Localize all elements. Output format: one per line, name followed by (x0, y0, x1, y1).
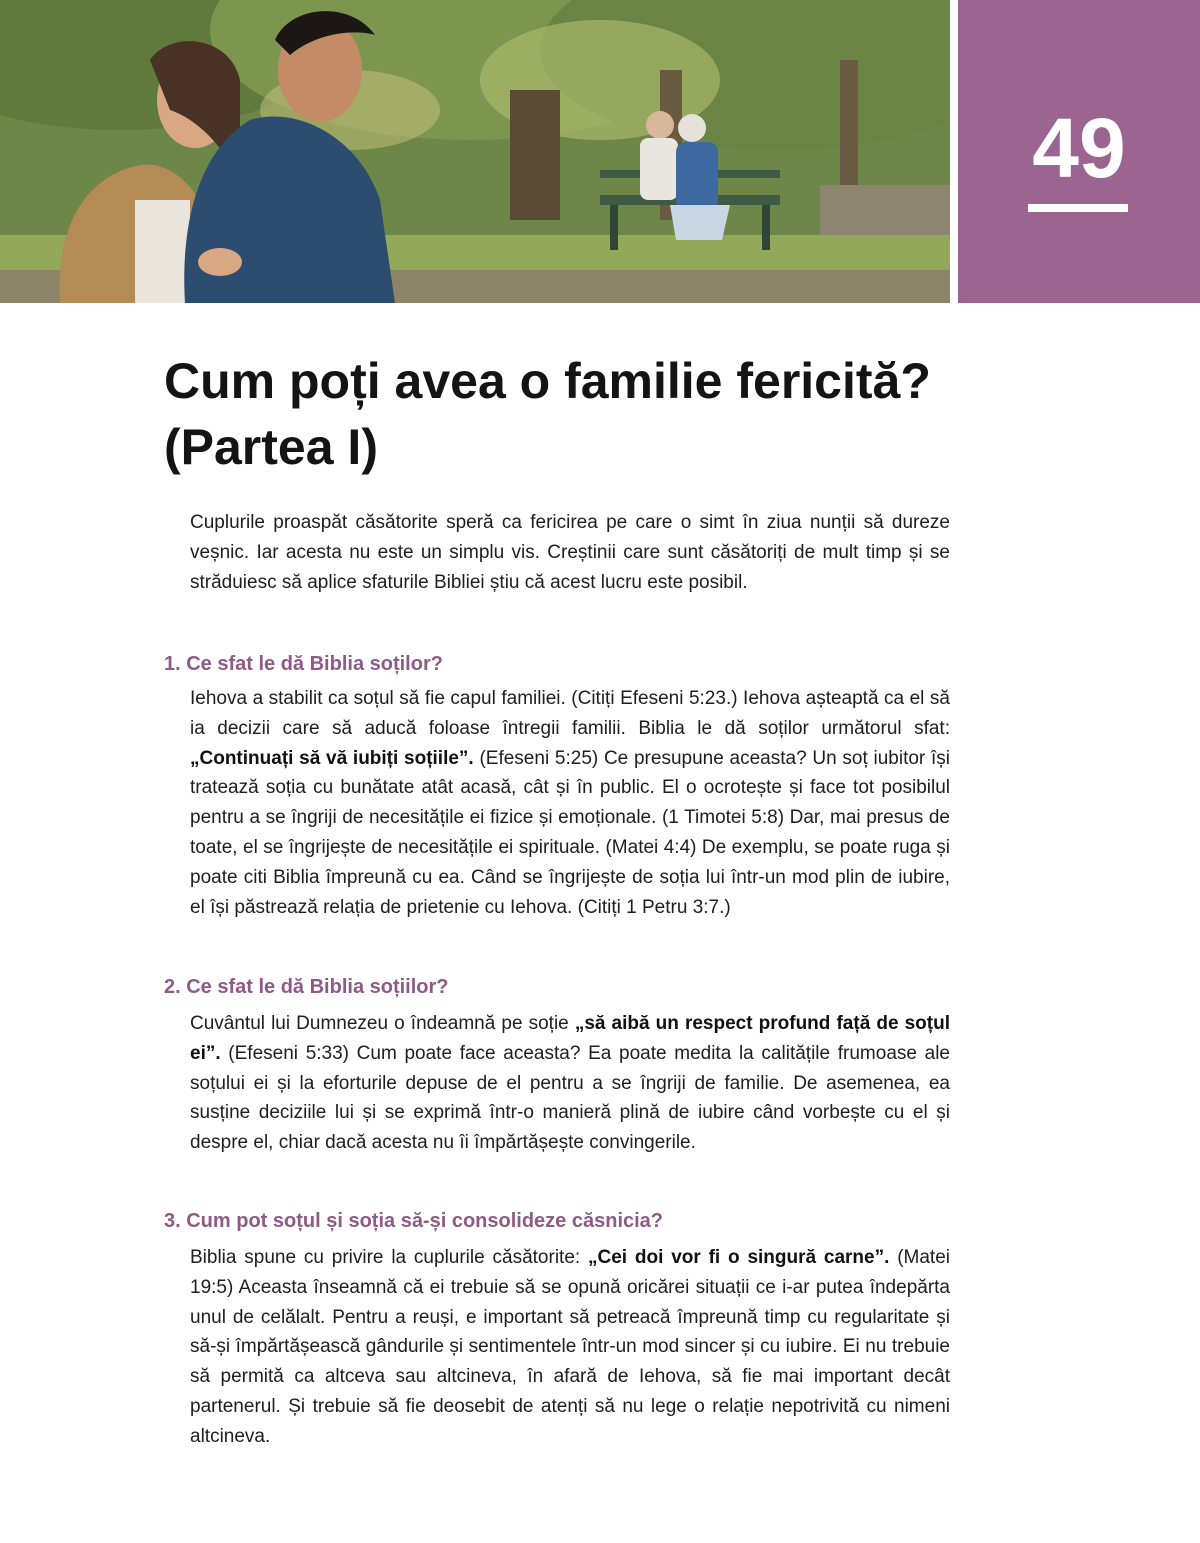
section-3-text-a: Biblia spune cu privire la cuplurile căsătorite: (190, 1247, 588, 1268)
lesson-number: 49 (1032, 101, 1126, 195)
hero-photo (0, 0, 950, 303)
lesson-number-badge (958, 0, 1200, 303)
section-2-quote: „să aibă un respect profund față de soțul ei”. (190, 1013, 950, 1064)
section-3-text-b: (Matei 19:5) Aceasta înseamnă că ei trebuie să se opună oricărei situații ce i-ar putea îndepărta unul de celălalt. Pentru a reuși, e important să petreacă împreună timp cu regularitate și să-și împărtășească gândurile și sentimentele într-un mod sincer și cu iubire. Ei nu trebuie să permită ca altceva sau altcineva, în afară de Iehova, să fie mai important decât partenerul. Și trebuie să fie deosebit de atenți să nu lege o relație nepotrivită cu nimeni altcineva. (190, 1247, 950, 1447)
question-3-heading: 3. Cum pot soțul și soția să-și consolideze căsnicia? (164, 1210, 664, 1232)
section-2-text-b: (Efeseni 5:33) Cum poate face aceasta? Ea poate medita la calitățile frumoase ale soțului ei și la eforturile depuse de el pentru a se îngriji de familie. De asemenea, ea susține deciziile lui și se exprimă într-o manieră plină de iubire când vorbește cu el și despre el, chiar dacă acesta nu îi împărtășește convingerile. (190, 1042, 950, 1154)
lesson-number-underline (1028, 204, 1128, 212)
section-1-quote: „Continuați să vă iubiți soțiile”. (190, 747, 474, 769)
section-1-text-a: Iehova a stabilit ca soțul să fie capul familiei. (Citiți Efeseni 5:23.) Iehova așteaptă ca el să ia decizii care să aducă foloase întregii familii. Biblia le dă soților următorul sfat: (190, 688, 950, 739)
park-scene-illustration (0, 0, 950, 303)
section-2-paragraph (190, 1009, 950, 1158)
intro-paragraph: Cuplurile proaspăt căsătorite speră ca fericirea pe care o simt în ziua nunții să dureze veșnic. Iar acesta nu este un simplu vis. Creștinii care sunt căsătoriți de mult timp și se străduiesc să aplice sfaturile Bibliei știu că acest lucru este posibil. (190, 512, 950, 593)
question-2-heading: 2. Ce sfat le dă Biblia soțiilor? (164, 976, 449, 998)
section-1-paragraph (190, 684, 950, 922)
page-title: Cum poți avea o familie fericită? (Partea I) (164, 353, 931, 475)
section-3-paragraph (190, 1243, 950, 1452)
section-2-text-a: Cuvântul lui Dumnezeu o îndeamnă pe soție (190, 1013, 575, 1034)
section-1-text-b: (Efeseni 5:25) Ce presupune aceasta? Un soț iubitor își tratează soția cu bunătate atât acasă, cât și în public. El o ocrotește și face tot posibilul pentru a se îngriji de necesitățile ei fizice și emoționale. (1 Timotei 5:8) Dar, mai presus de toate, el se îngrijește de necesitățile ei spirituale. (Matei 4:4) De exemplu, se poate ruga și poate citi Biblia împreună cu ea. Când se îngrijește de soția lui într-un mod plin de iubire, el își păstrează relația de prietenie cu Iehova. (Citiți 1 Petru 3:7.) (190, 747, 950, 918)
section-3-quote: „Cei doi vor fi o singură carne”. (588, 1247, 890, 1268)
question-1-heading: 1. Ce sfat le dă Biblia soților? (164, 653, 443, 675)
